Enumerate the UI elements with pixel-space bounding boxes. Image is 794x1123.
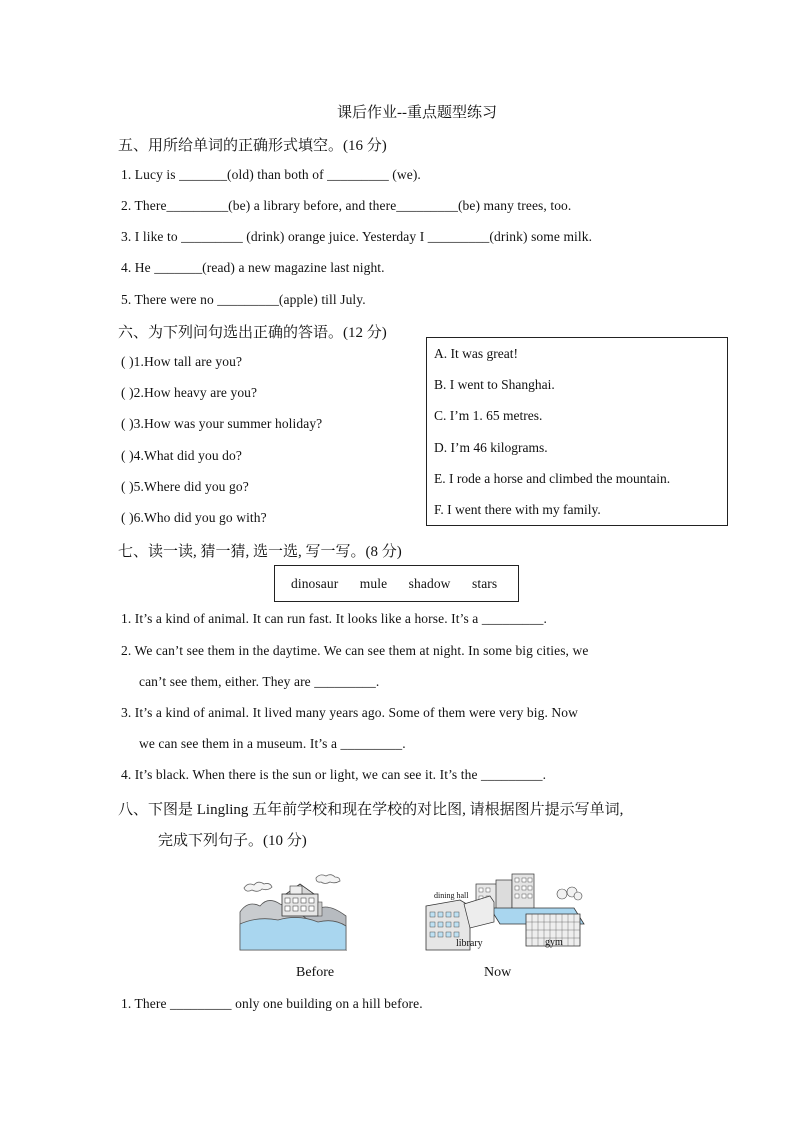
s5-item-5: 5. There were no _________(apple) till July.: [121, 292, 366, 307]
option-e: E. I rode a horse and climbed the mountain.: [434, 471, 671, 486]
s5-item-4: 4. He _______(read) a new magazine last night.: [121, 260, 385, 275]
answer-options-box: [426, 337, 728, 526]
caption-now: Now: [484, 965, 512, 980]
word-bank-word: shadow: [408, 576, 451, 591]
section-6-heading: 六、为下列问句选出正确的答语。(12 分): [118, 325, 387, 341]
section-8-heading-line2: 完成下列句子。(10 分): [158, 833, 307, 849]
label-gym: gym: [545, 937, 563, 948]
option-f: F. I went there with my family.: [434, 502, 601, 517]
s6-question-4: ( )4.What did you do?: [121, 448, 242, 463]
s7-line-2: 2. We can’t see them in the daytime. We can see them at night. In some big cities, we: [121, 643, 589, 658]
word-bank-word: stars: [472, 576, 498, 591]
s6-question-6: ( )6.Who did you go with?: [121, 510, 267, 525]
before-school-picture: [238, 872, 348, 954]
option-d: D. I’m 46 kilograms.: [434, 440, 548, 455]
s7-line-5: we can see them in a museum. It’s a _________.: [139, 736, 406, 751]
caption-before: Before: [296, 965, 335, 980]
s6-question-1: ( )1.How tall are you?: [121, 354, 243, 369]
s7-line-4: 3. It’s a kind of animal. It lived many years ago. Some of them were very big. Now: [121, 705, 578, 720]
label-dining-hall: dining hall: [434, 891, 469, 900]
label-library: library: [456, 938, 483, 949]
section-8-heading-line1: 八、下图是 Lingling 五年前学校和现在学校的对比图, 请根据图片提示写单词,: [118, 802, 624, 818]
word-bank-word: mule: [359, 576, 388, 591]
s7-line-1: 1. It’s a kind of animal. It can run fast. It looks like a horse. It’s a _________.: [121, 611, 547, 626]
s6-question-3: ( )3.How was your summer holiday?: [121, 416, 323, 431]
s5-item-1: 1. Lucy is _______(old) than both of _________ (we).: [121, 167, 421, 182]
page-title: 课后作业--重点题型练习: [337, 105, 497, 121]
s7-line-6: 4. It’s black. When there is the sun or light, we can see it. It’s the _________.: [121, 767, 547, 782]
s6-question-2: ( )2.How heavy are you?: [121, 385, 258, 400]
word-bank-word: dinosaur: [291, 576, 339, 591]
s7-line-3: can’t see them, either. They are _________.: [139, 674, 380, 689]
word-bank: [282, 576, 506, 592]
option-c: C. I’m 1. 65 metres.: [434, 408, 543, 423]
s5-item-3: 3. I like to _________ (drink) orange juice. Yesterday I _________(drink) some milk.: [121, 229, 593, 244]
s8-item-1: 1. There _________ only one building on a hill before.: [121, 996, 423, 1011]
section-7-heading: 七、读一读, 猜一猜, 选一选, 写一写。(8 分): [118, 544, 402, 560]
s6-question-5: ( )5.Where did you go?: [121, 479, 249, 494]
option-a: A. It was great!: [434, 346, 518, 361]
s5-item-2: 2. There_________(be) a library before, and there_________(be) many trees, too.: [121, 198, 572, 213]
option-b: B. I went to Shanghai.: [434, 377, 555, 392]
section-5-heading: 五、用所给单词的正确形式填空。(16 分): [118, 138, 387, 154]
